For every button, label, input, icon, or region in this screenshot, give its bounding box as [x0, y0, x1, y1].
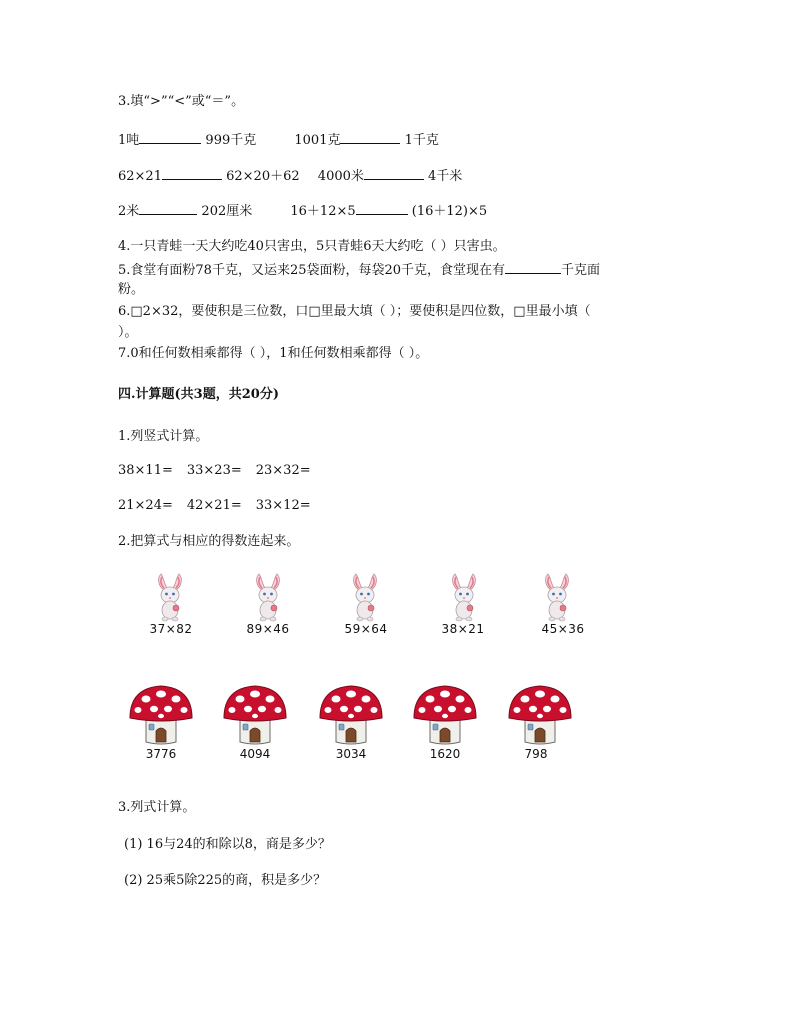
calc-item: 33×12=	[255, 498, 311, 513]
expression-label: 37×82	[149, 622, 193, 636]
answer-blank[interactable]	[356, 202, 408, 215]
expression-label: 38×21	[441, 622, 485, 636]
q6-line2: ）。	[118, 325, 138, 340]
answer-blank[interactable]	[139, 131, 201, 144]
rabbit-icon	[446, 572, 482, 622]
q3-title: 3.填“>”“<”或“＝”。	[118, 94, 245, 109]
p1-row-2	[118, 497, 311, 515]
q3-r3-right-b: (16＋12)×5	[411, 204, 488, 219]
expression-label: 89×46	[246, 622, 290, 636]
q5-line2: 粉。	[118, 282, 145, 297]
calc-item: 42×21=	[186, 498, 242, 513]
calc-item: 33×23=	[186, 463, 242, 478]
expression-label: 45×36	[541, 622, 585, 636]
p1-title: 1.列竖式计算。	[118, 429, 209, 444]
result-label: 4094	[239, 747, 271, 761]
q3-r2-left-a: 62×21	[118, 169, 162, 184]
rabbit-icon	[539, 572, 575, 622]
section-heading: 四.计算题(共3题，共20分)	[118, 387, 279, 402]
p3-item-2: (2) 25乘5除225的商，积是多少？	[124, 873, 327, 888]
q3-row-3	[118, 202, 487, 221]
q6-line1: 6.□2×32，要使积是三位数，口□里最大填（ ）；要使积是四位数，□里最小填（	[118, 304, 591, 319]
calc-item: 21×24=	[118, 498, 173, 513]
p3-title: 3.列式计算。	[118, 800, 196, 815]
q5-line1	[118, 261, 600, 280]
q3-row-1	[118, 131, 439, 150]
q4-text: 4.一只青蛙一天大约吃40只害虫，5只青蛙6天大约吃（ ）只害虫。	[118, 239, 506, 254]
mushroom-house-icon	[318, 684, 384, 746]
answer-blank[interactable]	[162, 167, 222, 180]
mushroom-house-icon	[128, 684, 194, 746]
q5-text-end: 千克面	[561, 263, 601, 278]
q3-r2-right-b: 4千米	[428, 169, 463, 184]
q3-r1-right-b: 1千克	[404, 133, 439, 148]
answer-blank[interactable]	[340, 131, 400, 144]
calc-item: 23×32=	[255, 463, 311, 478]
q3-r1-left-a: 1吨	[118, 133, 140, 148]
result-label: 3776	[145, 747, 177, 761]
result-label: 3034	[335, 747, 367, 761]
q3-r1-left-b: 999千克	[205, 133, 257, 148]
rabbit-icon	[250, 572, 286, 622]
answer-blank[interactable]	[139, 202, 197, 215]
mushroom-house-icon	[507, 684, 573, 746]
p2-title: 2.把算式与相应的得数连起来。	[118, 534, 300, 549]
q7-text: 7.0和任何数相乘都得（ ），1和任何数相乘都得（ ）。	[118, 346, 429, 361]
rabbit-icon	[152, 572, 188, 622]
answer-blank[interactable]	[505, 261, 561, 274]
calc-item: 38×11=	[118, 463, 173, 478]
q3-r2-left-b: 62×20＋62	[226, 169, 300, 184]
q5-text: 5.食堂有面粉78千克，又运来25袋面粉，每袋20千克，食堂现在有	[118, 263, 506, 278]
rabbit-icon	[347, 572, 383, 622]
answer-blank[interactable]	[364, 167, 424, 180]
mushroom-house-icon	[412, 684, 478, 746]
q3-r1-right-a: 1001克	[294, 133, 341, 148]
q3-r3-left-b: 202厘米	[201, 204, 253, 219]
expression-label: 59×64	[344, 622, 388, 636]
p3-item-1: (1) 16与24的和除以8，商是多少？	[124, 837, 331, 852]
q3-r2-right-a: 4000米	[317, 169, 364, 184]
mushroom-house-icon	[222, 684, 288, 746]
result-label: 1620	[429, 747, 461, 761]
q3-r3-right-a: 16＋12×5	[290, 204, 356, 219]
q3-r3-left-a: 2米	[118, 204, 140, 219]
q3-row-2	[118, 167, 462, 186]
p1-row-1	[118, 462, 311, 480]
result-label: 798	[524, 747, 548, 761]
